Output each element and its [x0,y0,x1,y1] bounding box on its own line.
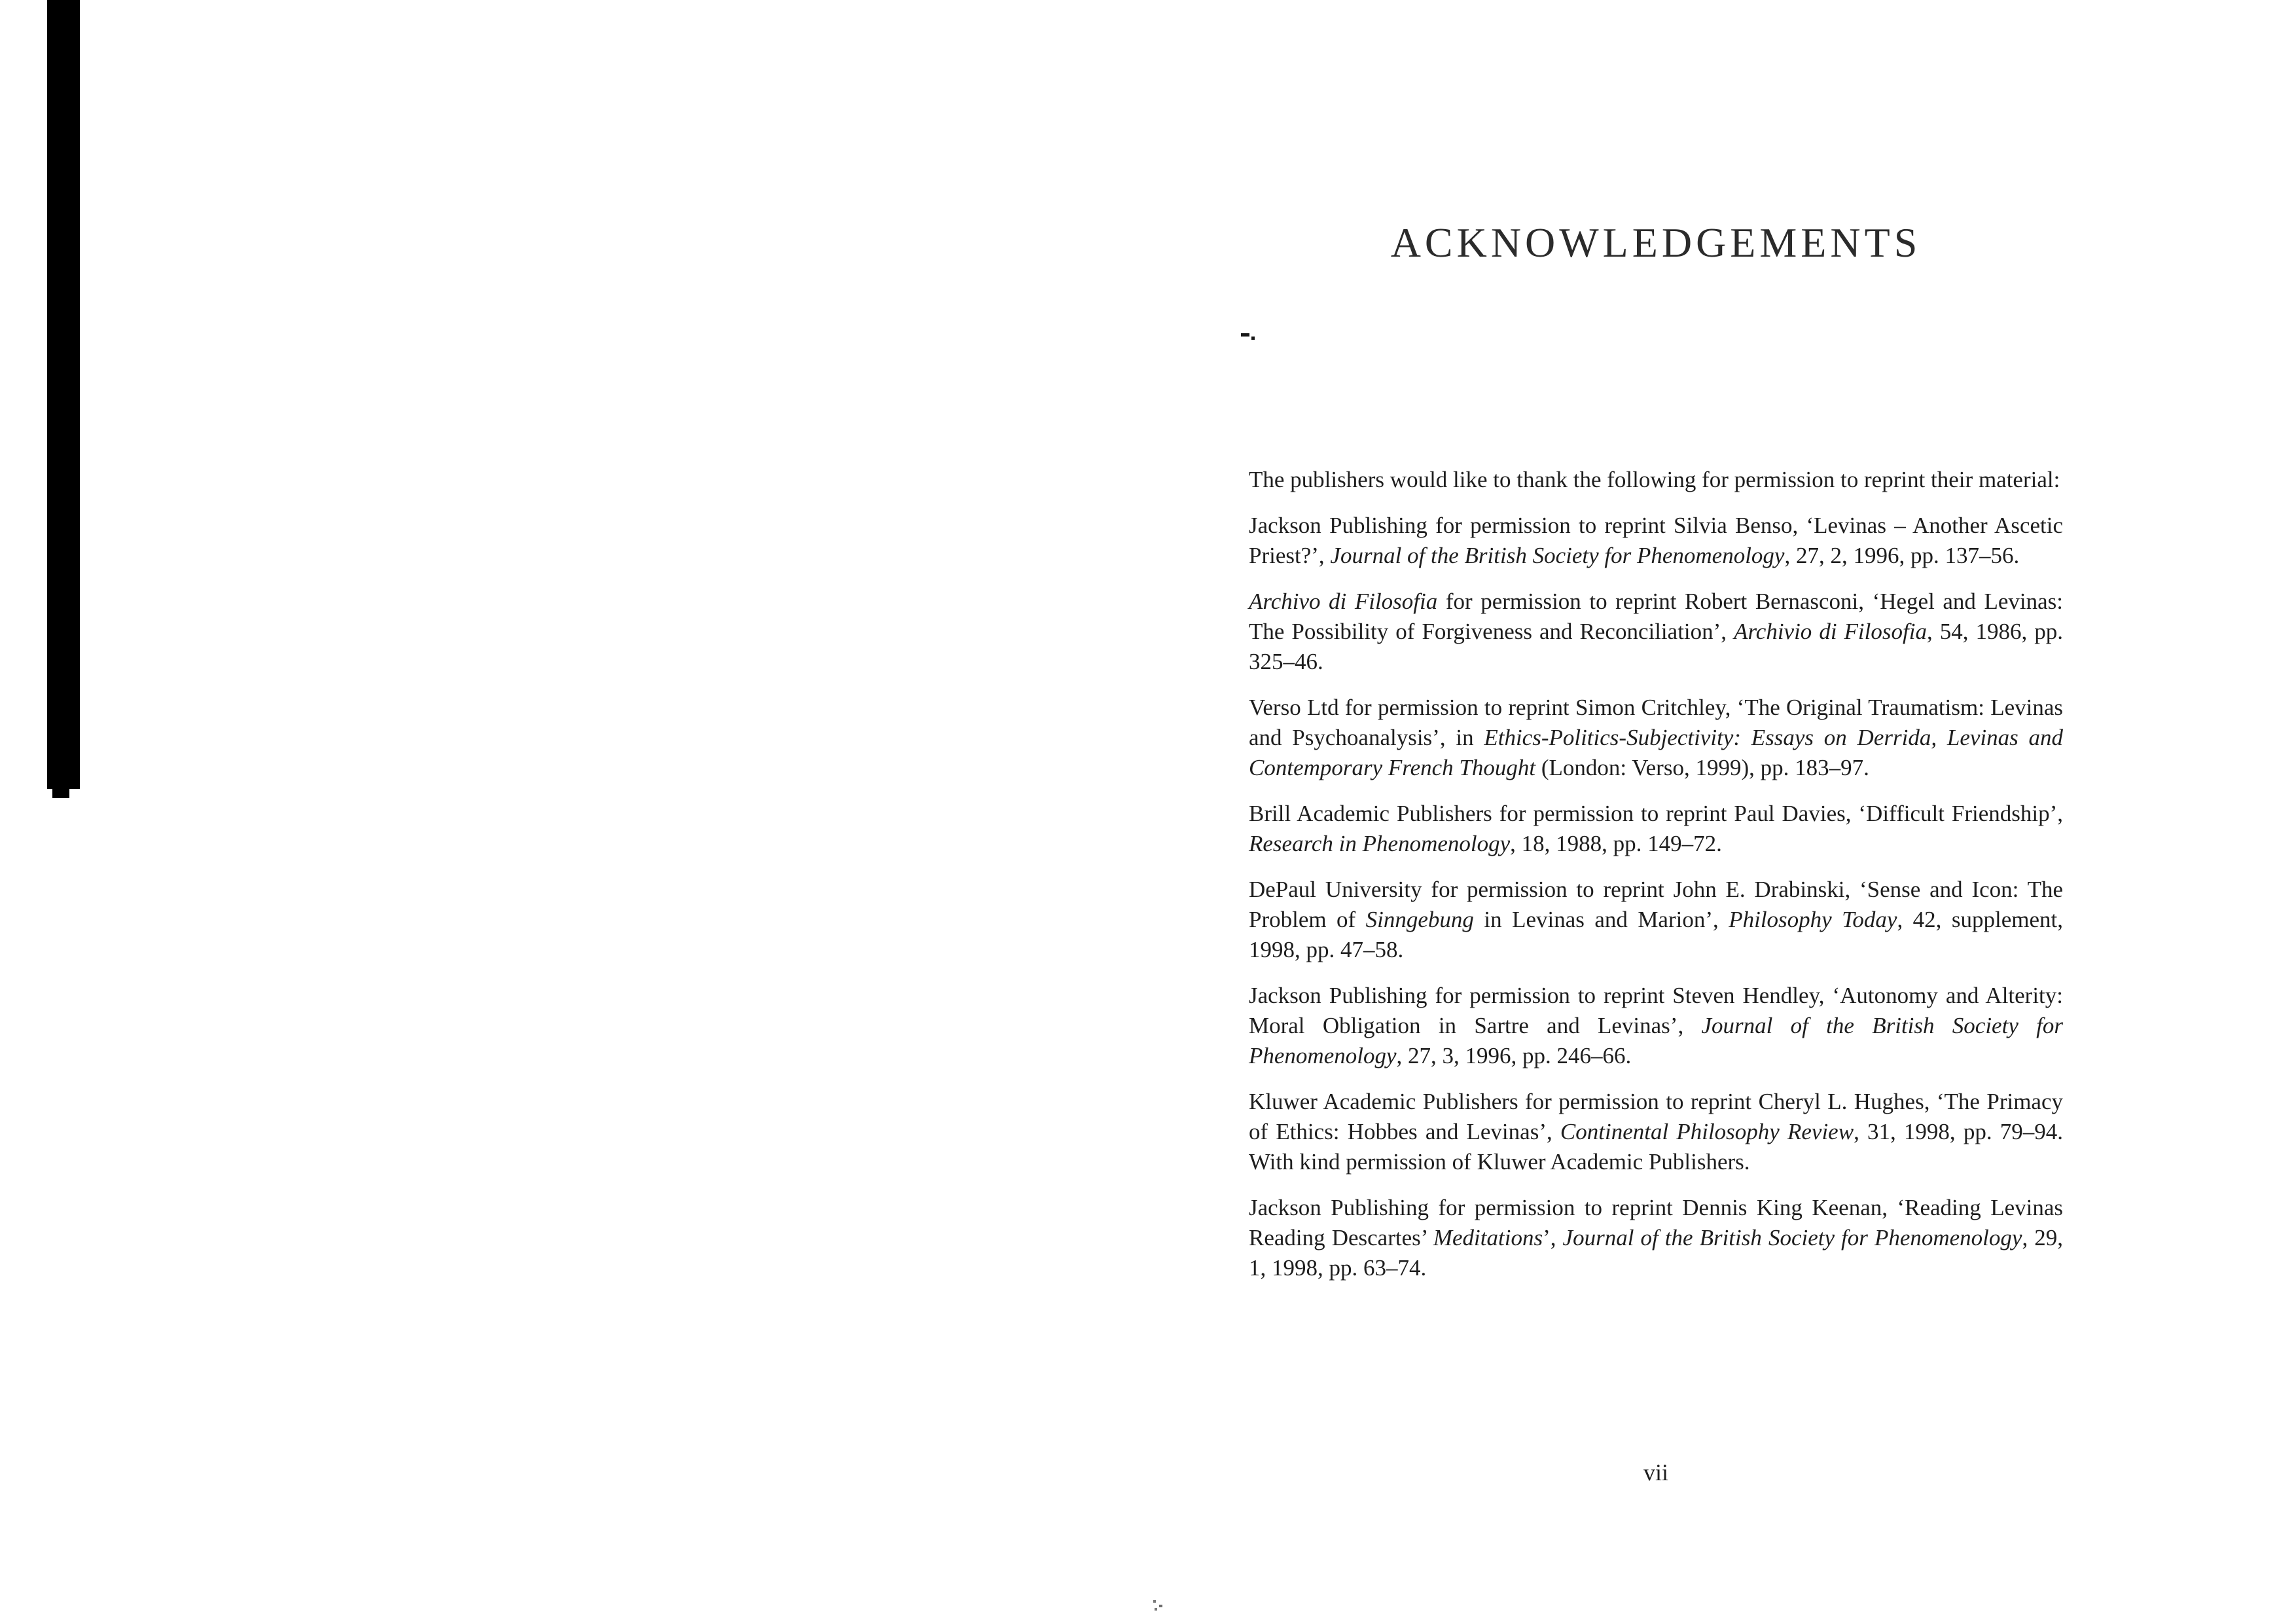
paragraph [1249,799,2063,859]
text-run: , 29, 1, 1998, pp. 63–74. [1249,1225,2064,1281]
scan-speck [1153,1600,1156,1603]
text-run: , 31, 1998, pp. 79–94. With kind permission of Kluwer Academic Publishers. [1249,1119,2064,1175]
text-run: The publishers would like to thank the following for permission to reprint their material: [1249,467,2060,492]
scan-speck [1251,337,1255,340]
paragraph [1249,981,2063,1071]
scan-speck [1241,333,1249,337]
paragraph [1249,1193,2063,1283]
italic-text-run: Philosophy Today [1729,907,1897,932]
text-run: Kluwer Academic Publishers for permission to reprint Cheryl L. Hughes, ‘The Primacy of Ethics: Hobbes and Levinas’, [1249,1089,2063,1144]
italic-text-run: Archivo di Filosofia [1249,589,1438,614]
text-run: in Levinas and Marion’, [1473,907,1729,932]
paragraph [1249,465,2063,495]
paragraph [1249,587,2063,677]
text-run: Jackson Publishing for permission to reprint Silvia Benso, ‘Levinas – Another Ascetic Priest?’, [1249,513,2063,568]
acknowledgements-text [1249,465,2063,1299]
scan-speck [1159,1605,1162,1607]
paragraph [1249,1087,2063,1177]
italic-text-run: Ethics-Politics-Subjectivity: Essays on Derrida, Levinas and Contemporary French Thought [1249,725,2063,780]
text-run: ’, [1543,1225,1563,1250]
italic-text-run: Archivio di Filosofia [1734,619,1927,644]
text-run: , 18, 1988, pp. 149–72. [1510,831,1722,856]
scan-speck [1155,1608,1157,1611]
text-run: (London: Verso, 1999), pp. 183–97. [1535,755,1869,780]
text-run: , 54, 1986, pp. 325–46. [1249,619,2064,674]
text-run: , 42, supplement, 1998, pp. 47–58. [1249,907,2063,962]
scan-artifact-bar [47,0,80,789]
text-run: , 27, 3, 1996, pp. 246–66. [1396,1043,1632,1068]
paragraph [1249,511,2063,571]
text-run: for permission to reprint Robert Bernasconi, ‘Hegel and Levinas: The Possibility of Forgiveness and Reconciliation’, [1249,589,2063,644]
page-title: ACKNOWLEDGEMENTS [1390,219,1922,266]
paragraph [1249,875,2063,965]
italic-text-run: Meditations [1433,1225,1543,1250]
text-run: Verso Ltd for permission to reprint Simon Critchley, ‘The Original Traumatism: Levinas and Psychoanalysis’, in [1249,695,2063,750]
italic-text-run: Research in Phenomenology [1249,831,1511,856]
text-run: , 27, 2, 1996, pp. 137–56. [1784,543,2020,568]
italic-text-run: Journal of the British Society for Phenomenology [1562,1225,2022,1250]
text-run: Jackson Publishing for permission to reprint Dennis King Keenan, ‘Reading Levinas Reading Descartes’ [1249,1195,2063,1250]
italic-text-run: Sinngebung [1365,907,1474,932]
text-run: Jackson Publishing for permission to reprint Steven Hendley, ‘Autonomy and Alterity: Moral Obligation in Sartre and Levinas’, [1249,983,2063,1038]
italic-text-run: Journal of the British Society for Phenomenology [1330,543,1785,568]
paragraph [1249,693,2063,783]
text-run: DePaul University for permission to reprint John E. Drabinski, ‘Sense and Icon: The Problem of [1249,877,2063,932]
italic-text-run: Continental Philosophy Review [1560,1119,1854,1144]
text-run: Brill Academic Publishers for permission to reprint Paul Davies, ‘Difficult Friendship’, [1249,801,2063,826]
scan-artifact-bar-tail [52,789,69,798]
italic-text-run: Journal of the British Society for Phenomenology [1249,1013,2063,1068]
page-number: vii [1643,1459,1668,1486]
